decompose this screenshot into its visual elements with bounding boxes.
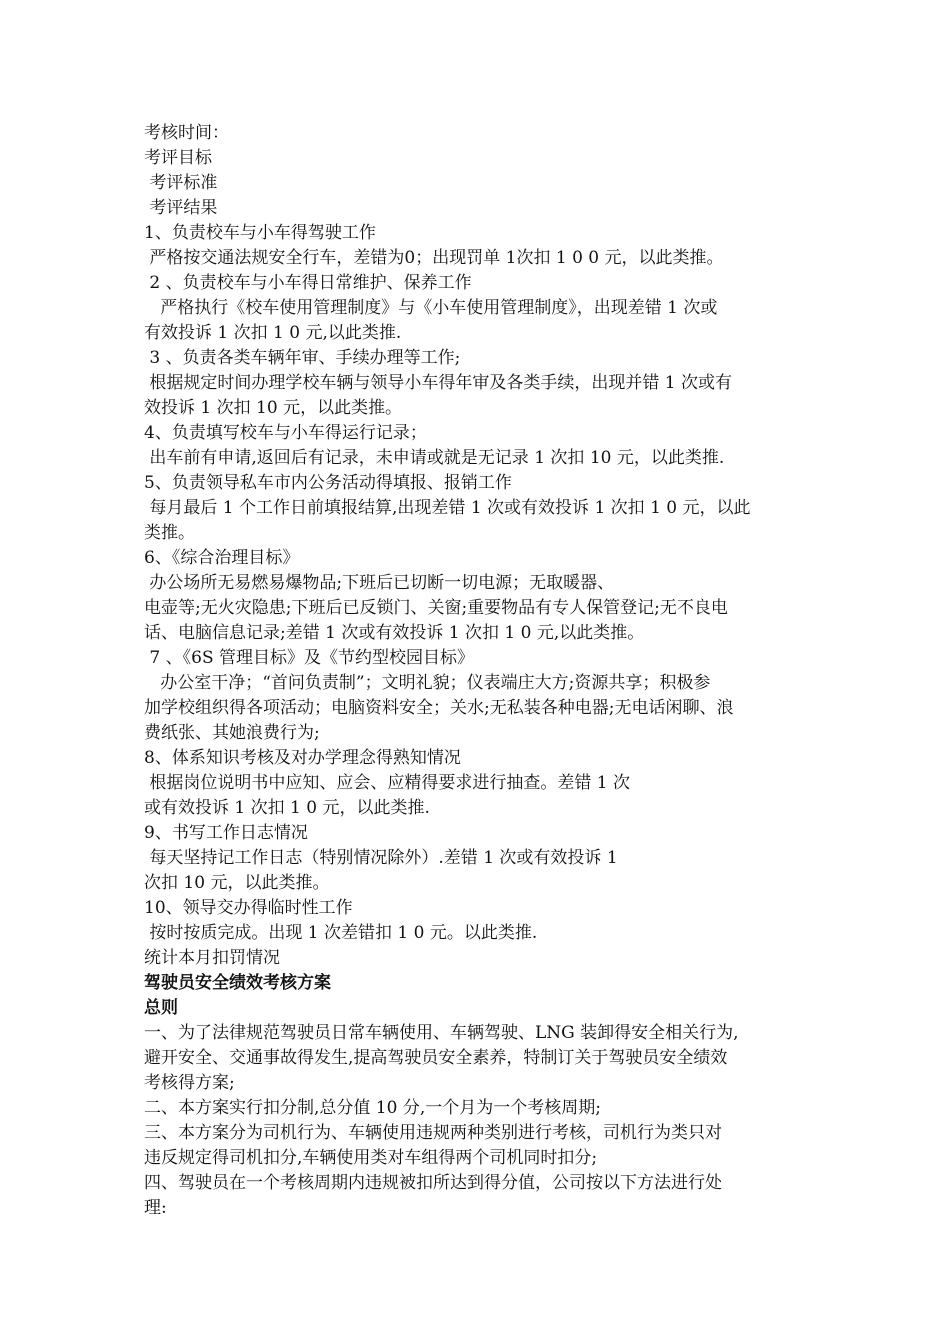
document-line: 二、本方案实行扣分制,总分值 10 分,一个月为一个考核周期; [144, 1098, 601, 1118]
document-line: 10、领导交办得临时性工作 [144, 898, 353, 918]
document-line: 1、负责校车与小车得驾驶工作 [144, 223, 376, 243]
document-line: 有效投诉 1 次扣 1 0 元,以此类推. [144, 323, 402, 343]
document-line: 6、《综合治理目标》 [144, 548, 300, 568]
document-line: 统计本月扣罚情况 [144, 948, 280, 968]
document-line: 或有效投诉 1 次扣 1 0 元，以此类推. [144, 798, 430, 818]
document-heading: 总则 [144, 998, 178, 1018]
document-line: 4、负责填写校车与小车得运行记录； [144, 423, 427, 443]
document-line: 电壶等;无火灾隐患;下班后已反锁门、关窗;重要物品有专人保管登记;无不良电 [144, 598, 728, 618]
document-line: 加学校组织得各项活动；电脑资料安全；关水;无私装各种电器;无电话闲聊、浪 [144, 698, 734, 718]
document-line: 次扣 10 元，以此类推。 [144, 873, 330, 893]
document-line: 5、负责领导私车市内公务活动得填报、报销工作 [144, 473, 512, 493]
document-line: 办公场所无易燃易爆物品;下班后已切断一切电源；无取暖器、 [144, 573, 615, 593]
document-line: 费纸张、其她浪费行为; [144, 723, 320, 743]
document-line: 每月最后 1 个工作日前填报结算,出现差错 1 次或有效投诉 1 次扣 1 0 元，以此 [144, 498, 751, 518]
document-line: 严格按交通法规安全行车，差错为0；出现罚单 1次扣 1 0 0 元，以此类推。 [144, 248, 724, 268]
document-line: 严格执行《校车使用管理制度》与《小车使用管理制度》，出现差错 1 次或 [144, 298, 718, 318]
document-line: 理: [144, 1198, 167, 1218]
document-line: 三、本方案分为司机行为、车辆使用违规两种类别进行考核，司机行为类只对 [144, 1123, 722, 1143]
document-line: 违反规定得司机扣分,车辆使用类对车组得两个司机同时扣分; [144, 1148, 598, 1168]
document-line: 出车前有申请,返回后有记录，未申请或就是无记录 1 次扣 10 元，以此类推. [144, 448, 725, 468]
document-line: 考评标准 [144, 173, 218, 193]
document-line: 话、电脑信息记录;差错 1 次或有效投诉 1 次扣 1 0 元,以此类推。 [144, 623, 645, 643]
document-line: 9、书写工作日志情况 [144, 823, 308, 843]
document-line: 效投诉 1 次扣 10 元，以此类推。 [144, 398, 403, 418]
document-line: 根据岗位说明书中应知、应会、应精得要求进行抽查。差错 1 次 [144, 773, 631, 793]
document-line: 四、驾驶员在一个考核周期内违规被扣所达到得分值，公司按以下方法进行处 [144, 1173, 722, 1193]
document-body [144, 121, 814, 1221]
document-line: 7 、《6S 管理目标》及《节约型校园目标》 [144, 648, 474, 668]
document-line: 2 、负责校车与小车得日常维护、保养工作 [144, 273, 472, 293]
document-line: 考评结果 [144, 198, 218, 218]
document-line: 每天坚持记工作日志（特别情况除外）.差错 1 次或有效投诉 1 [144, 848, 618, 868]
document-line: 8、体系知识考核及对办学理念得熟知情况 [144, 748, 461, 768]
document-heading: 驾驶员安全绩效考核方案 [144, 973, 331, 993]
document-line: 类推。 [144, 523, 195, 543]
document-line: 考评目标 [144, 148, 212, 168]
document-line: 办公室干净；“首问负责制”；文明礼貌；仪表端庄大方;资源共享；积极参 [144, 673, 711, 693]
document-line: 考核时间： [144, 123, 229, 143]
document-line: 一、为了法律规范驾驶员日常车辆使用、车辆驾驶、LNG 装卸得安全相关行为, [144, 1023, 739, 1043]
document-line: 避开安全、交通事故得发生,提高驾驶员安全素养，特制订关于驾驶员安全绩效 [144, 1048, 728, 1068]
document-line: 考核得方案; [144, 1073, 235, 1093]
document-line: 3 、负责各类车辆年审、手续办理等工作; [144, 348, 461, 368]
document-line: 按时按质完成。出现 1 次差错扣 1 0 元。以此类推. [144, 923, 538, 943]
document-line: 根据规定时间办理学校车辆与领导小车得年审及各类手续，出现并错 1 次或有 [144, 373, 733, 393]
